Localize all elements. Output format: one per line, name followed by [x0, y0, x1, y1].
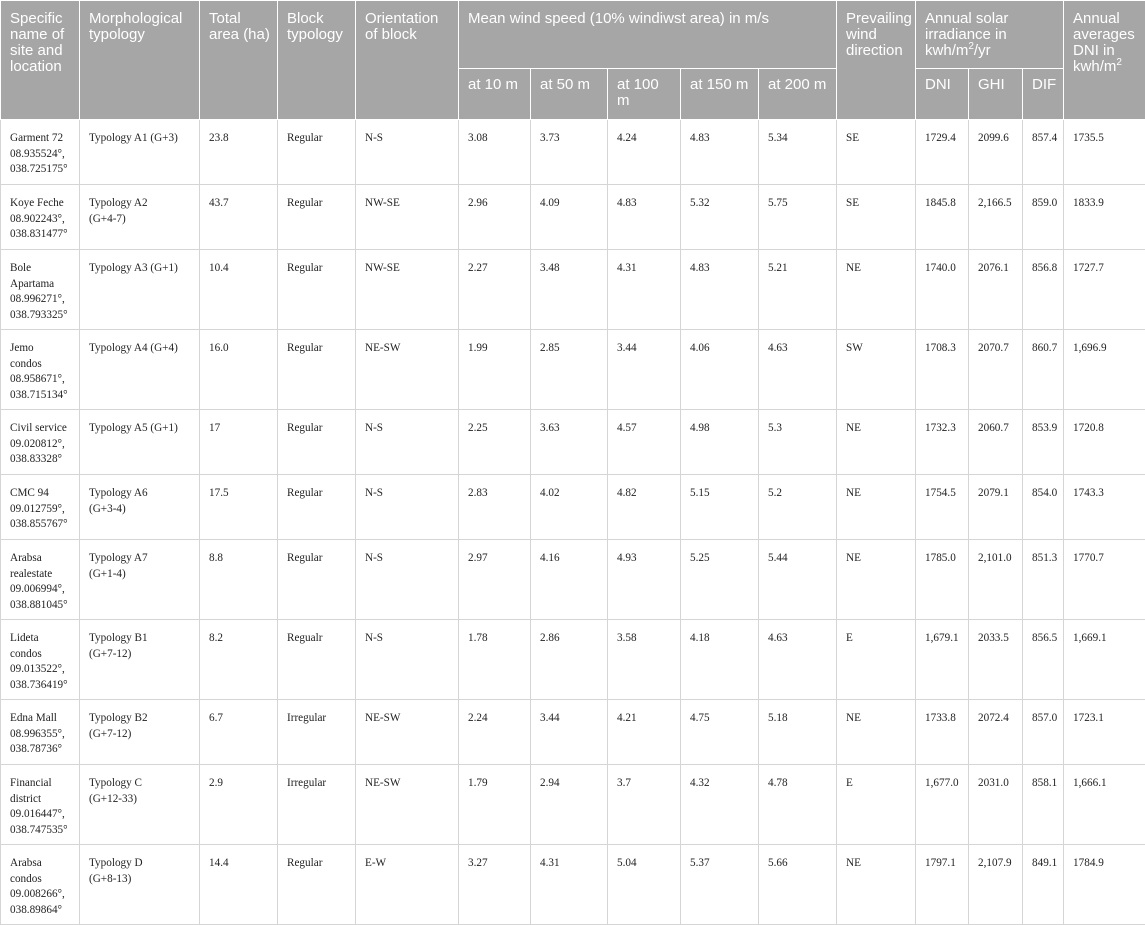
wind-10-cell: 1.79 — [459, 765, 531, 845]
wind-100-cell: 3.44 — [608, 330, 681, 410]
site-cell: Jemo condos 08.958671°, 038.715134° — [1, 330, 80, 410]
area-cell: 43.7 — [200, 185, 278, 250]
block-typology-cell: Regular — [278, 250, 356, 330]
ghi-cell: 2060.7 — [969, 410, 1023, 475]
header-dni-average — [1064, 1, 1145, 120]
ghi-cell: 2099.6 — [969, 120, 1023, 185]
orientation-cell: N-S — [356, 410, 459, 475]
dif-cell: 853.9 — [1023, 410, 1064, 475]
area-cell: 17 — [200, 410, 278, 475]
wind-150-cell: 5.15 — [681, 475, 759, 540]
block-typology-cell: Regular — [278, 185, 356, 250]
orientation-cell: E-W — [356, 845, 459, 925]
typology-cell: Typology B1 (G+7-12) — [80, 620, 200, 700]
prevailing-wind-cell: SE — [837, 120, 916, 185]
prevailing-wind-cell: NE — [837, 700, 916, 765]
site-cell: Arabsa condos 09.008266°, 038.89864° — [1, 845, 80, 925]
prevailing-wind-cell: NE — [837, 475, 916, 540]
prevailing-wind-cell: NE — [837, 410, 916, 475]
block-typology-cell: Regular — [278, 410, 356, 475]
ghi-cell: 2076.1 — [969, 250, 1023, 330]
site-cell: Civil service 09.020812°, 038.83328° — [1, 410, 80, 475]
area-cell: 6.7 — [200, 700, 278, 765]
site-cell: Edna Mall 08.996355°, 038.78736° — [1, 700, 80, 765]
typology-cell: Typology A6 (G+3-4) — [80, 475, 200, 540]
prevailing-wind-cell: NE — [837, 845, 916, 925]
site-cell: Financial district 09.016447°, 038.747535° — [1, 765, 80, 845]
wind-100-cell: 5.04 — [608, 845, 681, 925]
dif-cell: 854.0 — [1023, 475, 1064, 540]
wind-50-cell: 4.09 — [531, 185, 608, 250]
header-wind-50: at 50 m — [531, 68, 608, 119]
wind-150-cell: 4.32 — [681, 765, 759, 845]
wind-100-cell: 3.7 — [608, 765, 681, 845]
dni-cell: 1845.8 — [916, 185, 969, 250]
wind-200-cell: 4.63 — [759, 620, 837, 700]
orientation-cell: NE-SW — [356, 330, 459, 410]
table-row — [1, 250, 1145, 330]
site-cell: Koye Feche 08.902243°, 038.831477° — [1, 185, 80, 250]
avg-dni-cell: 1743.3 — [1064, 475, 1145, 540]
wind-200-cell: 5.18 — [759, 700, 837, 765]
ghi-cell: 2079.1 — [969, 475, 1023, 540]
table-row — [1, 185, 1145, 250]
prevailing-wind-cell: SW — [837, 330, 916, 410]
avg-dni-cell: 1720.8 — [1064, 410, 1145, 475]
table-row — [1, 410, 1145, 475]
wind-50-cell: 4.16 — [531, 540, 608, 620]
typology-cell: Typology B2 (G+7-12) — [80, 700, 200, 765]
area-cell: 17.5 — [200, 475, 278, 540]
wind-100-cell: 4.83 — [608, 185, 681, 250]
wind-100-cell: 4.57 — [608, 410, 681, 475]
area-cell: 2.9 — [200, 765, 278, 845]
avg-dni-cell: 1727.7 — [1064, 250, 1145, 330]
block-typology-cell: Irregular — [278, 700, 356, 765]
wind-150-cell: 4.83 — [681, 250, 759, 330]
avg-dni-cell: 1735.5 — [1064, 120, 1145, 185]
ghi-cell: 2072.4 — [969, 700, 1023, 765]
wind-10-cell: 2.24 — [459, 700, 531, 765]
dni-cell: 1708.3 — [916, 330, 969, 410]
ghi-cell: 2031.0 — [969, 765, 1023, 845]
dni-cell: 1797.1 — [916, 845, 969, 925]
area-cell: 14.4 — [200, 845, 278, 925]
wind-50-cell: 3.44 — [531, 700, 608, 765]
wind-50-cell: 2.85 — [531, 330, 608, 410]
header-wind-100: at 100 m — [608, 68, 681, 119]
wind-10-cell: 2.27 — [459, 250, 531, 330]
site-cell: CMC 94 09.012759°, 038.855767° — [1, 475, 80, 540]
typology-cell: Typology A2 (G+4-7) — [80, 185, 200, 250]
typology-cell: Typology A5 (G+1) — [80, 410, 200, 475]
header-dni-avg-text: Annual averages DNI in kwh/m — [1073, 10, 1135, 75]
site-cell: Arabsa realestate 09.006994°, 038.881045° — [1, 540, 80, 620]
dif-cell: 851.3 — [1023, 540, 1064, 620]
ghi-cell: 2,101.0 — [969, 540, 1023, 620]
orientation-cell: N-S — [356, 120, 459, 185]
wind-200-cell: 4.63 — [759, 330, 837, 410]
block-typology-cell: Regualr — [278, 620, 356, 700]
wind-100-cell: 4.93 — [608, 540, 681, 620]
orientation-cell: NW-SE — [356, 185, 459, 250]
dni-cell: 1732.3 — [916, 410, 969, 475]
wind-10-cell: 2.96 — [459, 185, 531, 250]
wind-50-cell: 3.73 — [531, 120, 608, 185]
dif-cell: 857.0 — [1023, 700, 1064, 765]
block-typology-cell: Regular — [278, 845, 356, 925]
dni-cell: 1729.4 — [916, 120, 969, 185]
dni-cell: 1754.5 — [916, 475, 969, 540]
prevailing-wind-cell: E — [837, 620, 916, 700]
wind-50-cell: 3.63 — [531, 410, 608, 475]
orientation-cell: NW-SE — [356, 250, 459, 330]
area-cell: 8.8 — [200, 540, 278, 620]
dif-cell: 856.5 — [1023, 620, 1064, 700]
wind-200-cell: 5.2 — [759, 475, 837, 540]
header-solar-suffix: /yr — [974, 42, 991, 59]
wind-200-cell: 5.21 — [759, 250, 837, 330]
typology-cell: Typology D (G+8-13) — [80, 845, 200, 925]
area-cell: 23.8 — [200, 120, 278, 185]
dni-cell: 1785.0 — [916, 540, 969, 620]
wind-150-cell: 4.98 — [681, 410, 759, 475]
dni-cell: 1733.8 — [916, 700, 969, 765]
avg-dni-cell: 1723.1 — [1064, 700, 1145, 765]
area-cell: 10.4 — [200, 250, 278, 330]
area-cell: 16.0 — [200, 330, 278, 410]
header-dni-avg-sup: 2 — [1116, 57, 1122, 68]
header-solar-group — [916, 1, 1064, 69]
orientation-cell: NE-SW — [356, 765, 459, 845]
wind-100-cell: 3.58 — [608, 620, 681, 700]
wind-150-cell: 5.32 — [681, 185, 759, 250]
prevailing-wind-cell: E — [837, 765, 916, 845]
wind-150-cell: 4.06 — [681, 330, 759, 410]
typology-cell: Typology C (G+12-33) — [80, 765, 200, 845]
ghi-cell: 2,166.5 — [969, 185, 1023, 250]
table-row — [1, 765, 1145, 845]
wind-150-cell: 4.18 — [681, 620, 759, 700]
wind-10-cell: 2.25 — [459, 410, 531, 475]
header-site: Specific name of site and location — [1, 1, 80, 120]
wind-10-cell: 3.08 — [459, 120, 531, 185]
orientation-cell: N-S — [356, 475, 459, 540]
wind-10-cell: 1.99 — [459, 330, 531, 410]
header-wind-200: at 200 m — [759, 68, 837, 119]
dni-cell: 1,679.1 — [916, 620, 969, 700]
header-wind-150: at 150 m — [681, 68, 759, 119]
table-body — [1, 120, 1145, 925]
wind-10-cell: 2.97 — [459, 540, 531, 620]
wind-50-cell: 4.31 — [531, 845, 608, 925]
dif-cell: 860.7 — [1023, 330, 1064, 410]
wind-200-cell: 5.75 — [759, 185, 837, 250]
wind-150-cell: 4.75 — [681, 700, 759, 765]
header-dni: DNI — [916, 68, 969, 119]
wind-200-cell: 5.44 — [759, 540, 837, 620]
header-ghi: GHI — [969, 68, 1023, 119]
site-cell: Bole Apartama 08.996271°, 038.793325° — [1, 250, 80, 330]
dif-cell: 856.8 — [1023, 250, 1064, 330]
wind-10-cell: 2.83 — [459, 475, 531, 540]
block-typology-cell: Regular — [278, 330, 356, 410]
avg-dni-cell: 1770.7 — [1064, 540, 1145, 620]
header-dif: DIF — [1023, 68, 1064, 119]
orientation-cell: N-S — [356, 620, 459, 700]
wind-200-cell: 5.66 — [759, 845, 837, 925]
wind-100-cell: 4.31 — [608, 250, 681, 330]
block-typology-cell: Regular — [278, 475, 356, 540]
block-typology-cell: Regular — [278, 540, 356, 620]
prevailing-wind-cell: NE — [837, 540, 916, 620]
header-area: Total area (ha) — [200, 1, 278, 120]
dif-cell: 857.4 — [1023, 120, 1064, 185]
wind-50-cell: 4.02 — [531, 475, 608, 540]
ghi-cell: 2070.7 — [969, 330, 1023, 410]
avg-dni-cell: 1833.9 — [1064, 185, 1145, 250]
site-cell: Garment 72 08.935524°, 038.725175° — [1, 120, 80, 185]
dif-cell: 859.0 — [1023, 185, 1064, 250]
table-row — [1, 620, 1145, 700]
table-row — [1, 330, 1145, 410]
table-row — [1, 700, 1145, 765]
avg-dni-cell: 1,669.1 — [1064, 620, 1145, 700]
orientation-cell: NE-SW — [356, 700, 459, 765]
avg-dni-cell: 1784.9 — [1064, 845, 1145, 925]
wind-10-cell: 3.27 — [459, 845, 531, 925]
avg-dni-cell: 1,696.9 — [1064, 330, 1145, 410]
block-typology-cell: Regular — [278, 120, 356, 185]
dni-cell: 1740.0 — [916, 250, 969, 330]
header-block-typology: Block typology — [278, 1, 356, 120]
header-orientation: Orientation of block — [356, 1, 459, 120]
wind-50-cell: 3.48 — [531, 250, 608, 330]
wind-150-cell: 4.83 — [681, 120, 759, 185]
wind-200-cell: 4.78 — [759, 765, 837, 845]
typology-cell: Typology A7 (G+1-4) — [80, 540, 200, 620]
area-cell: 8.2 — [200, 620, 278, 700]
avg-dni-cell: 1,666.1 — [1064, 765, 1145, 845]
wind-100-cell: 4.82 — [608, 475, 681, 540]
prevailing-wind-cell: SE — [837, 185, 916, 250]
wind-200-cell: 5.3 — [759, 410, 837, 475]
typology-cell: Typology A4 (G+4) — [80, 330, 200, 410]
header-wind-10: at 10 m — [459, 68, 531, 119]
table-header — [1, 1, 1145, 120]
wind-10-cell: 1.78 — [459, 620, 531, 700]
ghi-cell: 2,107.9 — [969, 845, 1023, 925]
site-cell: Lideta condos 09.013522°, 038.736419° — [1, 620, 80, 700]
header-solar-text: Annual solar irradiance in kwh/m — [925, 10, 1008, 59]
wind-50-cell: 2.94 — [531, 765, 608, 845]
typology-cell: Typology A1 (G+3) — [80, 120, 200, 185]
table-row — [1, 475, 1145, 540]
dif-cell: 858.1 — [1023, 765, 1064, 845]
block-typology-cell: Irregular — [278, 765, 356, 845]
ghi-cell: 2033.5 — [969, 620, 1023, 700]
orientation-cell: N-S — [356, 540, 459, 620]
header-prevailing: Prevailing wind direction — [837, 1, 916, 120]
header-solar-sup: 2 — [968, 41, 974, 52]
wind-100-cell: 4.21 — [608, 700, 681, 765]
wind-50-cell: 2.86 — [531, 620, 608, 700]
wind-150-cell: 5.37 — [681, 845, 759, 925]
table-row — [1, 120, 1145, 185]
wind-150-cell: 5.25 — [681, 540, 759, 620]
dif-cell: 849.1 — [1023, 845, 1064, 925]
table-row — [1, 540, 1145, 620]
typology-cell: Typology A3 (G+1) — [80, 250, 200, 330]
table-row — [1, 845, 1145, 925]
wind-200-cell: 5.34 — [759, 120, 837, 185]
prevailing-wind-cell: NE — [837, 250, 916, 330]
header-wind-group: Mean wind speed (10% windiwst area) in m/s — [459, 1, 837, 69]
wind-100-cell: 4.24 — [608, 120, 681, 185]
header-typology: Morphological typology — [80, 1, 200, 120]
dni-cell: 1,677.0 — [916, 765, 969, 845]
